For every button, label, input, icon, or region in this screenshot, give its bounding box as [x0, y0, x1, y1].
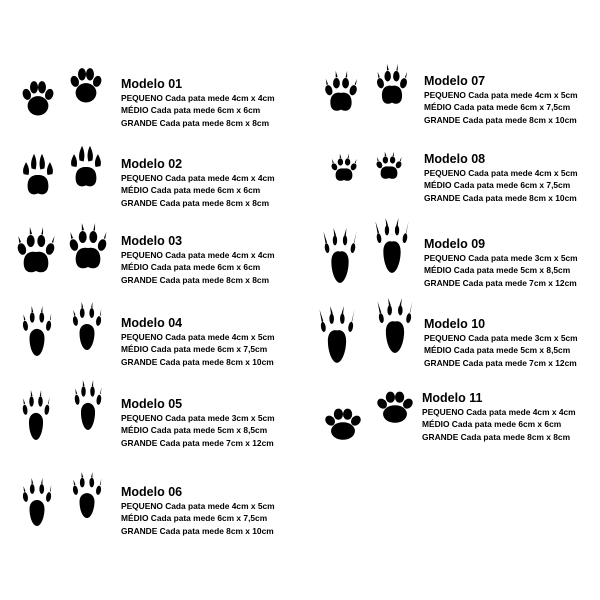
size-small: PEQUENO Cada pata mede 3cm x 5cm [424, 333, 578, 343]
size-small: PEQUENO Cada pata mede 4cm x 5cm [424, 90, 578, 100]
size-small: PEQUENO Cada pata mede 4cm x 4cm [422, 407, 576, 417]
size-large: GRANDE Cada pata mede 8cm x 10cm [424, 114, 577, 125]
paw-icon [70, 302, 104, 352]
paw-icon [20, 306, 54, 358]
paw-icon [374, 218, 410, 274]
size-small: PEQUENO Cada pata mede 3cm x 5cm [121, 413, 275, 423]
model-title: Modelo 07 [424, 74, 486, 88]
size-medium: MÉDIO Cada pata mede 6cm x 7,5cm [121, 344, 268, 355]
paw-icon [329, 153, 359, 183]
paw-icon [20, 478, 54, 528]
model-title: Modelo 05 [121, 397, 183, 411]
size-small: PEQUENO Cada pata mede 4cm x 4cm [121, 93, 275, 103]
size-large: GRANDE Cada pata mede 7cm x 12cm [424, 357, 577, 368]
size-large: GRANDE Cada pata mede 8cm x 10cm [121, 356, 274, 367]
size-medium: MÉDIO Cada pata mede 6cm x 6cm [422, 419, 562, 430]
size-large: GRANDE Cada pata mede 8cm x 10cm [121, 525, 274, 536]
model-title: Modelo 03 [121, 234, 183, 248]
size-medium: MÉDIO Cada pata mede 6cm x 7,5cm [424, 180, 571, 191]
size-medium: MÉDIO Cada pata mede 5cm x 8,5cm [424, 345, 571, 356]
paw-icon [322, 228, 358, 284]
paw-icon [374, 151, 404, 181]
size-large: GRANDE Cada pata mede 8cm x 10cm [424, 192, 577, 203]
paw-icon [322, 70, 360, 114]
model-title: Modelo 08 [424, 152, 486, 166]
paw-icon [320, 403, 366, 443]
size-small: PEQUENO Cada pata mede 4cm x 4cm [121, 250, 275, 260]
size-large: GRANDE Cada pata mede 8cm x 8cm [121, 197, 270, 208]
model-title: Modelo 10 [424, 317, 486, 331]
model-title: Modelo 09 [424, 237, 486, 251]
model-title: Modelo 06 [121, 485, 183, 499]
paw-icon [18, 75, 58, 119]
model-title: Modelo 04 [121, 316, 183, 330]
paw-icon [66, 144, 106, 190]
size-small: PEQUENO Cada pata mede 3cm x 5cm [424, 253, 578, 263]
size-small: PEQUENO Cada pata mede 4cm x 5cm [121, 332, 275, 342]
model-title: Modelo 11 [422, 391, 483, 405]
paw-icon [374, 63, 410, 107]
size-small: PEQUENO Cada pata mede 4cm x 5cm [424, 168, 578, 178]
size-large: GRANDE Cada pata mede 8cm x 8cm [121, 117, 270, 128]
size-medium: MÉDIO Cada pata mede 5cm x 8,5cm [121, 425, 268, 436]
size-large: GRANDE Cada pata mede 8cm x 8cm [121, 274, 270, 285]
size-small: PEQUENO Cada pata mede 4cm x 5cm [121, 501, 275, 511]
paw-icon [66, 62, 106, 106]
size-medium: MÉDIO Cada pata mede 6cm x 6cm [121, 105, 261, 116]
size-large: GRANDE Cada pata mede 8cm x 8cm [422, 431, 571, 442]
size-large: GRANDE Cada pata mede 7cm x 12cm [121, 437, 274, 448]
paw-icon [18, 152, 58, 198]
size-medium: MÉDIO Cada pata mede 6cm x 7,5cm [121, 513, 268, 524]
size-medium: MÉDIO Cada pata mede 5cm x 8,5cm [424, 265, 571, 276]
size-large: GRANDE Cada pata mede 7cm x 12cm [424, 277, 577, 288]
paw-icon [318, 306, 356, 364]
size-small: PEQUENO Cada pata mede 4cm x 4cm [121, 173, 275, 183]
size-medium: MÉDIO Cada pata mede 6cm x 7,5cm [424, 102, 571, 113]
paw-icon [66, 222, 110, 272]
paw-icon [372, 386, 418, 426]
paw-icon [20, 390, 52, 442]
size-medium: MÉDIO Cada pata mede 6cm x 6cm [121, 262, 261, 273]
model-title: Modelo 01 [121, 77, 183, 91]
paw-icon [14, 226, 58, 276]
model-title: Modelo 02 [121, 157, 183, 171]
paw-icon [72, 380, 104, 432]
paw-icon [376, 298, 414, 354]
paw-icon [70, 472, 104, 520]
size-medium: MÉDIO Cada pata mede 6cm x 6cm [121, 185, 261, 196]
